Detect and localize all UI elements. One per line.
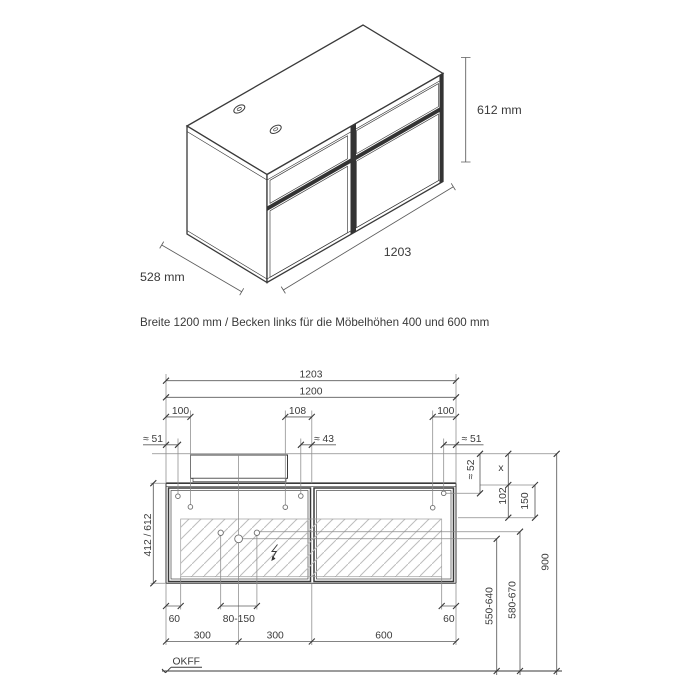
- dim-overall-width: 1203: [299, 369, 323, 381]
- mounting-hole-icon: [283, 505, 288, 510]
- dim-seg-300b: 300: [266, 630, 284, 642]
- caption: Breite 1200 mm / Becken links für die Möbelhöhen 400 und 600 mm: [140, 316, 490, 329]
- dim-seg-600: 600: [375, 630, 393, 642]
- supply-connection-icon: [218, 530, 223, 535]
- iso-height-dim-line: [461, 58, 471, 163]
- dim-body-width: 1200: [299, 386, 323, 398]
- isometric-view: [140, 25, 522, 295]
- dim-150: 150: [520, 492, 531, 510]
- dim-margin-60-right: 60: [443, 614, 455, 625]
- dim-hole-left: 100: [171, 406, 190, 418]
- dim-hole-right: 100: [437, 406, 455, 418]
- front-elevation: [143, 370, 562, 675]
- iso-height-label: 612 mm: [477, 103, 522, 117]
- mounting-hole-icon: [441, 491, 446, 496]
- cabinet-right-edge-band: [440, 74, 444, 184]
- okff-datum-symbol: [162, 667, 202, 673]
- dim-total-height: 900: [540, 553, 552, 571]
- iso-width-label: 1203: [383, 245, 412, 259]
- dim-hole-mid: 108: [288, 406, 307, 418]
- basin-bowl: [191, 455, 288, 478]
- dim-margin-60-left: 60: [168, 614, 181, 625]
- washbasin: [191, 455, 288, 482]
- dim-approx-right: ≈ 51: [461, 434, 482, 445]
- installation-hatch-area: [181, 519, 442, 577]
- dim-seg-300a: 300: [193, 630, 211, 642]
- dim-approx-mid: ≈ 43: [314, 434, 334, 445]
- dim-supply-height: 580-670: [507, 581, 519, 619]
- mounting-hole-icon: [188, 505, 193, 510]
- supply-connection-icon: [254, 530, 259, 535]
- drawer-gap-vertical: [351, 123, 357, 234]
- dim-variable-x: x: [498, 463, 504, 474]
- dim-approx-left: ≈ 51: [143, 434, 163, 445]
- okff-label: OKFF: [172, 656, 200, 668]
- cabinet-body: [166, 483, 456, 583]
- dim-body-heights: 412 / 612: [142, 513, 154, 557]
- dim-drain-height: 550-640: [484, 587, 496, 625]
- mounting-hole-icon: [299, 494, 304, 499]
- dim-faucet-span: 80-150: [222, 614, 255, 625]
- iso-depth-label: 528 mm: [140, 270, 185, 284]
- dim-102: 102: [498, 487, 509, 505]
- mounting-hole-icon: [176, 494, 181, 499]
- drain-connection-icon: [235, 535, 243, 543]
- mounting-hole-icon: [430, 505, 435, 510]
- basin-lip: [193, 478, 286, 481]
- floor-datum: [162, 657, 562, 673]
- dim-rail-drop: ≈ 52: [466, 459, 477, 480]
